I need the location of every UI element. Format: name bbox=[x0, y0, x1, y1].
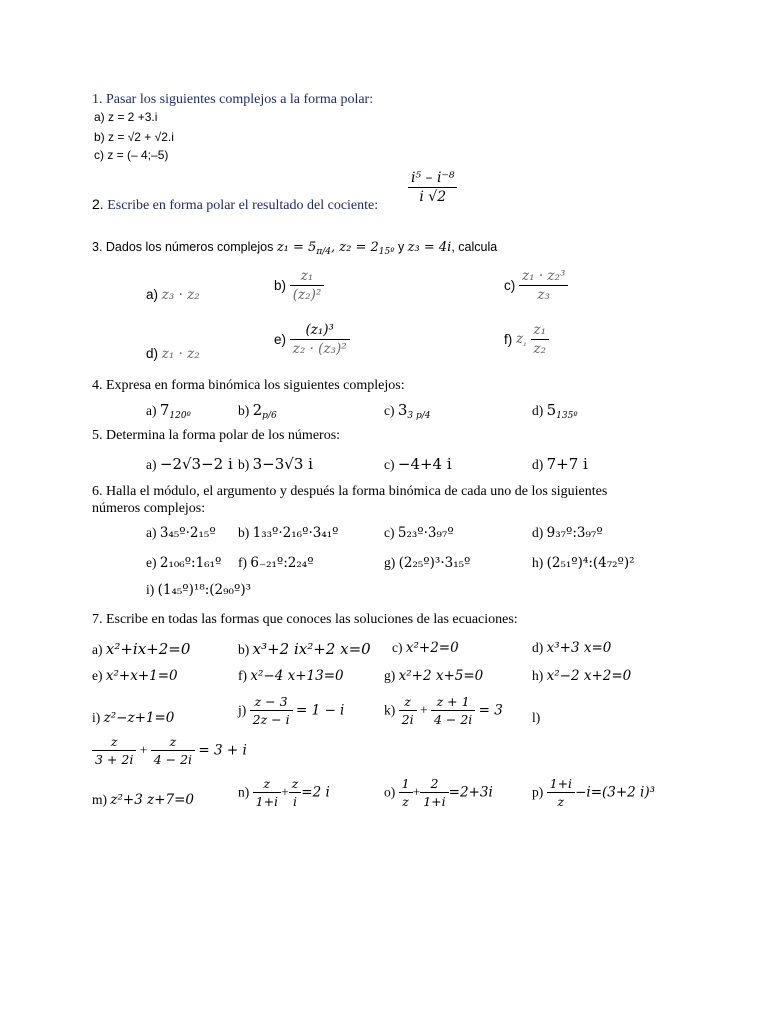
section-1-item-b: b) z = √2 + √2.i bbox=[94, 130, 174, 144]
section-7-item-j: j) $\frac{z - 3}{2z - i}$ = 1 − i bbox=[238, 694, 345, 727]
section-7-item-n: n) $\frac{z}{1+i}$ + $\frac{z}{i}$ =2 i bbox=[238, 776, 330, 809]
section-1-item-b-expr: √2 + √2.i bbox=[127, 130, 174, 144]
section-1-item-a: a) z = 2 +3.i bbox=[94, 110, 158, 124]
section-3-item-d: d) z₁ · z₂ bbox=[146, 346, 200, 362]
section-4-item-b: b) $2_{p/6}$ bbox=[238, 401, 277, 421]
section-5-item-c: c) −4+4 i bbox=[384, 455, 452, 473]
section-6-item-f: f) 6₋₂₁º:2₂₄º bbox=[238, 555, 314, 571]
section-7-item-h: h) x²−2 x+2=0 bbox=[532, 668, 632, 684]
section-5-item-d: d) 7+7 i bbox=[532, 455, 588, 473]
section-5-item-b: b) 3−3√3 i bbox=[238, 455, 313, 473]
section-6-item-i: i) (1₄₅º)¹⁸:(2₉₀º)³ bbox=[146, 582, 251, 598]
section-3-title: 3. Dados los números complejos $z_1 = 5_{\pi/4}$, $z_2 = 2_{15º}$ y z₃ = 4i, calcula bbox=[92, 240, 498, 257]
section-7-item-b: b) x³+2 ix²+2 x=0 bbox=[238, 640, 371, 658]
section-7-item-e: e) x²+x+1=0 bbox=[92, 668, 178, 684]
section-1-item-c: c) z = (– 4;–5) bbox=[94, 148, 169, 162]
section-3-item-f: f) $z_{_1}$ $\frac{\text{z₁}}{\text{z₂}}$ bbox=[504, 322, 549, 357]
section-2-quotient: $\frac{\text{i⁵ – i⁻⁸}}{i √2}$ bbox=[408, 170, 457, 205]
section-7-item-g: g) x²+2 x+5=0 bbox=[384, 668, 484, 684]
section-7-item-i: i) z²−z+1=0 bbox=[92, 710, 175, 726]
section-6-title-line1: 6. Halla el módulo, el argumento y después la forma binómica de cada uno de los siguientes bbox=[92, 484, 608, 499]
section-5-title: 5. Determina la forma polar de los números: bbox=[92, 428, 341, 443]
section-4-title: 4. Expresa en forma binómica los siguientes complejos: bbox=[92, 378, 405, 393]
section-4-item-c: c) $3_{3 p/4}$ bbox=[384, 401, 431, 421]
section-6-item-h: h) (2₅₁º)⁴:(4₇₂º)² bbox=[532, 555, 635, 571]
section-3-item-c: c) $\frac{\text{z₁ · z₂³}}{\text{z₃}}$ bbox=[504, 268, 568, 303]
section-7-item-d: d) x³+3 x=0 bbox=[532, 640, 612, 656]
section-7-title: 7. Escribe en todas las formas que conoces las soluciones de las ecuaciones: bbox=[92, 612, 518, 627]
section-2-title: 2. Escribe en forma polar el resultado del cociente: bbox=[92, 196, 379, 213]
section-7-item-f: f) x²−4 x+13=0 bbox=[238, 668, 344, 684]
section-3-item-a: a) z₃ · z₂ bbox=[146, 287, 200, 303]
section-6-item-c: c) 5₂₃º·3₉₇º bbox=[384, 525, 454, 541]
section-7-item-l-equation: $\frac{z}{3 + 2i}$ + $\frac{z}{4 - 2i}$ = 3 + i bbox=[92, 734, 247, 767]
section-6-item-g: g) (2₂₅º)³·3₁₅º bbox=[384, 555, 471, 571]
section-7-item-m: m) z²+3 z+7=0 bbox=[92, 792, 195, 808]
section-5-item-a: a) −2√3−2 i bbox=[146, 455, 233, 473]
section-7-item-c: c) x²+2=0 bbox=[392, 640, 459, 656]
section-7-item-a: a) x²+ix+2=0 bbox=[92, 640, 191, 658]
section-6-item-a: a) 3₄₅º·2₁₅º bbox=[146, 525, 216, 541]
section-7-item-k: k) $\frac{z}{2i}$ + $\frac{z + 1}{4 - 2i}$ = 3 bbox=[384, 694, 503, 727]
section-6-title-line2: números complejos: bbox=[92, 501, 206, 516]
section-7-item-p: p) $\frac{1+i}{z}$ −i=(3+2 i)³ bbox=[532, 776, 656, 809]
section-6-item-b: b) 1₃₃º·2₁₆º·3₄₁º bbox=[238, 525, 339, 541]
section-7-item-o: o) $\frac{1}{z}$ + $\frac{2}{1+i}$ =2+3i bbox=[384, 776, 493, 809]
section-6-item-e: e) 2₁₀₆º:1₆₁º bbox=[146, 555, 222, 571]
section-4-item-d: d) $5_{135º}$ bbox=[532, 401, 578, 421]
section-6-item-d: d) 9₃₇º:3₉₇º bbox=[532, 525, 603, 541]
section-7-item-l: l) bbox=[532, 710, 541, 725]
section-3-item-e: e) $\frac{\text{(z₁)³}}{\text{z₂ · (z₃)²}}$ bbox=[274, 322, 350, 357]
section-1-title: 1. Pasar los siguientes complejos a la forma polar: bbox=[92, 92, 374, 107]
section-3-item-b: b) $\frac{\text{z₁}}{\text{(z₂)²}}$ bbox=[274, 268, 324, 303]
section-4-item-a: a) $7_{120º}$ bbox=[146, 401, 191, 421]
